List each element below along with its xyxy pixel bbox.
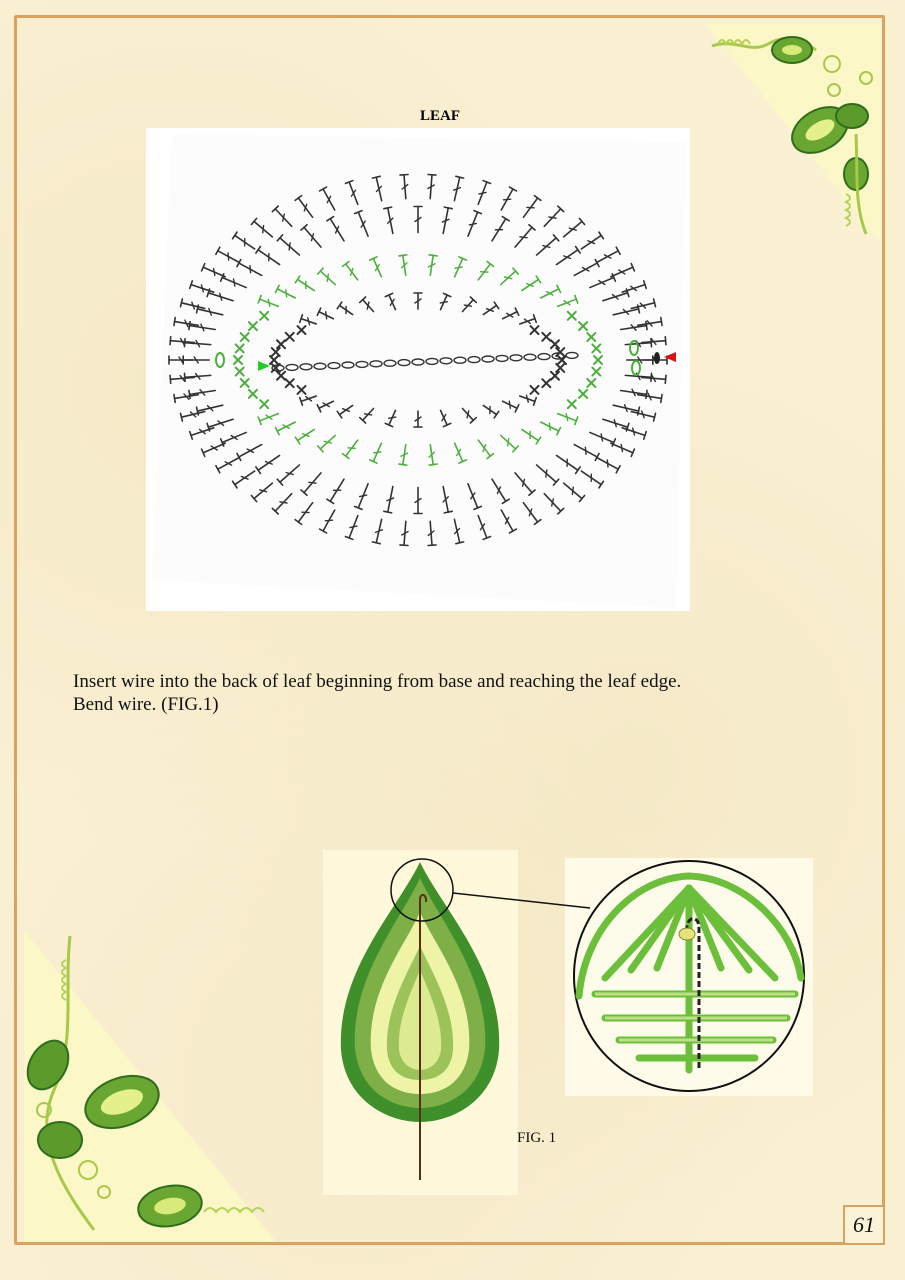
instruction-text	[73, 670, 833, 716]
figure-caption: FIG. 1	[517, 1130, 557, 1146]
figure-leaf-wire	[323, 850, 518, 1195]
instruction-line-2: Bend wire. (FIG.1)	[73, 694, 219, 715]
leaf-vine-corner-icon	[706, 24, 880, 242]
figure-zoom-detail	[565, 858, 813, 1096]
instruction-line-1: Insert wire into the back of leaf beginning from base and reaching the leaf edge.	[73, 671, 682, 692]
leaf-wire-drawing	[323, 850, 518, 1195]
crochet-chart-drawing	[146, 128, 690, 611]
zoom-detail-drawing	[565, 858, 813, 1096]
page-number: 61	[843, 1205, 885, 1245]
page-title: LEAF	[419, 108, 460, 124]
end-stitch	[654, 352, 660, 364]
crochet-chart	[146, 128, 690, 611]
leaf-vine-corner-icon	[24, 930, 276, 1242]
